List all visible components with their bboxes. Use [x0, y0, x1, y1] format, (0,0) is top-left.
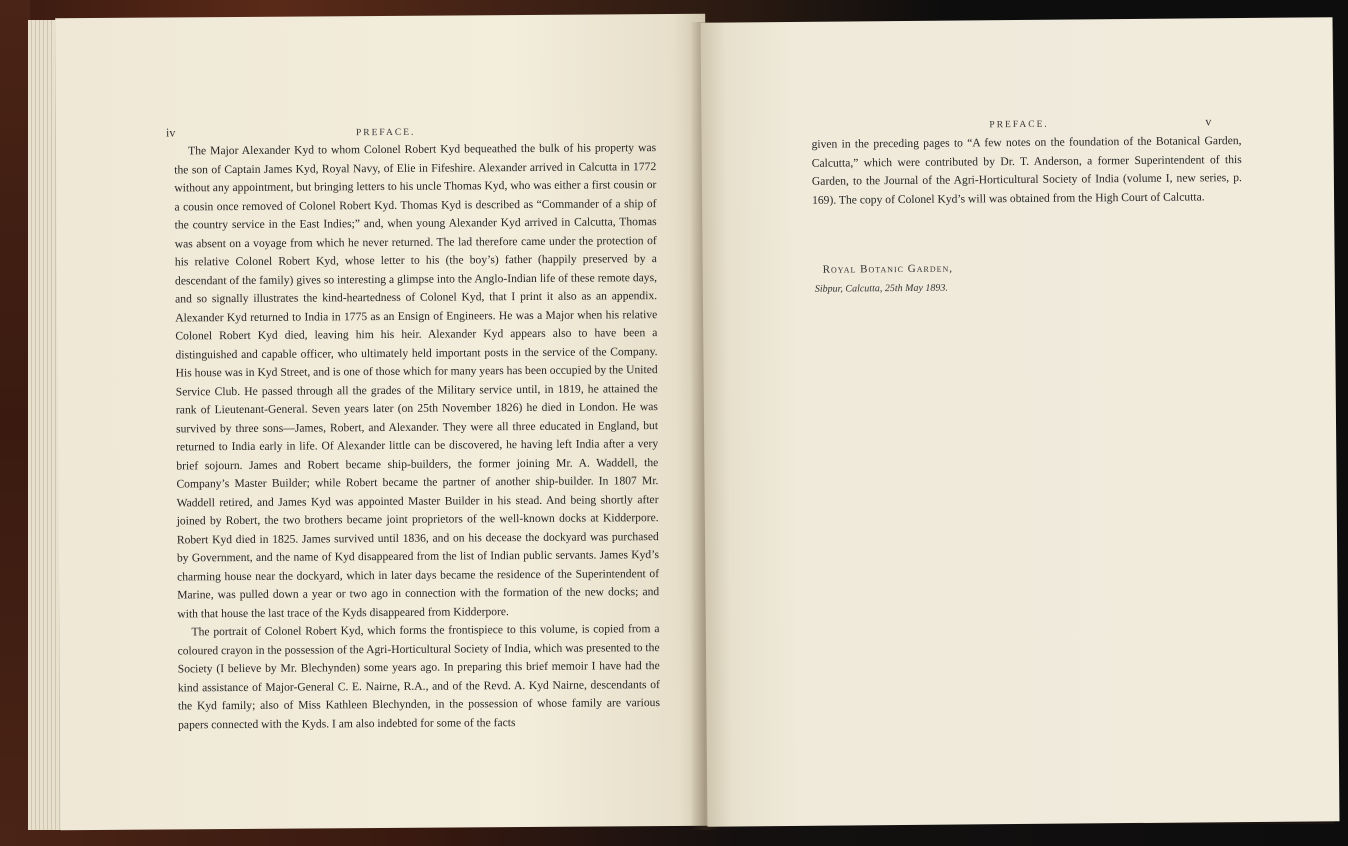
- right-page: [701, 17, 1340, 826]
- signature-dateline-text: Sibpur, Calcutta, 25th May 1893.: [814, 282, 948, 295]
- left-page-number: iv: [165, 125, 176, 140]
- left-paragraph-1: The Major Alexander Kyd to whom Colonel Robert Kyd bequeathed the bulk of his property was the son of Captain James Kyd, Royal Navy, of Elie in Fifeshire. Alexander arrived in Calcutta in 1772 without any appointment, but bringing letters to his uncle Thomas Kyd, who was either a first cousin or a cousin once removed of Colonel Robert Kyd. Thomas Kyd is described as “Commander of a ship of the country service in the East Indies;” and, when young Alexander Kyd arrived in Calcutta, Thomas was absent on a voyage from which he never returned. The lad therefore came under the protection of his relative Colonel Robert Kyd, whose letter to his (the boy’s) father (happily preserved by a descendant of the family) gives so interesting a glimpse into the Anglo-Indian life of these remote days, and so signally illustrates the kind-heartedness of Colonel Kyd, that I print it also as an appendix. Alexander Kyd returned to India in 1775 as an Ensign of Engineers. He was a Major when his relative Colonel Robert Kyd died, leaving him his heir. Alexander Kyd appears also to have been a distinguished and capable officer, who ultimately held important posts in the service of the Company. His house was in Kyd Street, and is one of those which for many years has been occupied by the United Service Club. He passed through all the grades of the Military service until, in 1819, he attained the rank of Lieutenant-General. Seven years later (on 25th November 1826) he died in London. He was survived by three sons—James, Robert, and Alexander. They were all three educated in England, but returned to India early in life. Of Alexander little can be discovered, he having left India after a very brief sojourn. James and Robert became ship-builders, the former joining Mr. A. Waddell, the Company’s Master Builder; while Robert became the partner of another ship-builder. In 1807 Mr. Waddell retired, and James Kyd was appointed Master Builder in his stead. And being shortly after joined by Robert, the two brothers became joint proprietors of the well-known docks at Kidderpore. Robert Kyd died in 1825. James survived until 1836, and on his decease the dockyard was purchased by Government, and the name of Kyd disappeared from the list of Indian public servants. James Kyd’s charming house near the dockyard, which in later days became the residence of the Superintendent of Marine, was pulled down a year or two ago in connection with the formation of the new docks; and with that house the last trace of the Kyds disappeared from Kidderpore.: [174, 141, 660, 620]
- signature-dateline: [815, 283, 948, 295]
- left-paragraph-2: The portrait of Colonel Robert Kyd, which forms the frontispiece to this volume, is copied from a coloured crayon in the possession of the Agri-Horticultural Society of India, which was presented to the Society (I believe by Mr. Blechynden) some years ago. In preparing this brief memoir I have had the kind assistance of Major-General C. E. Nairne, R.A., and of the Revd. A. Kyd Nairne, descendants of the Kyd family; also of Miss Kathleen Blechynden, in the possession of whose family are various papers connected with the Kyds. I am also indebted for some of the facts: [177, 622, 661, 731]
- left-running-head: PREFACE.: [355, 127, 416, 139]
- right-running-head: PREFACE.: [989, 119, 1049, 131]
- book-cover-left: [0, 0, 30, 846]
- signature-place: [823, 263, 953, 276]
- right-body-text: [811, 132, 1242, 210]
- left-page: [55, 14, 711, 831]
- right-paragraph: given in the preceding pages to “A few notes on the foundation of the Botanical Garden, Calcutta,” which were contributed by Dr. T. Anderson, a former Superintendent of this Garden, to the Journal of the Agri-Horticultural Society of India (volume I, new series, p. 169). The copy of Colonel Kyd’s will was obtained from the High Court of Calcutta.: [811, 134, 1242, 207]
- signature-place-text: Royal Botanic Garden,: [822, 262, 954, 276]
- left-body-text: [174, 139, 660, 734]
- right-page-number: v: [1205, 114, 1212, 129]
